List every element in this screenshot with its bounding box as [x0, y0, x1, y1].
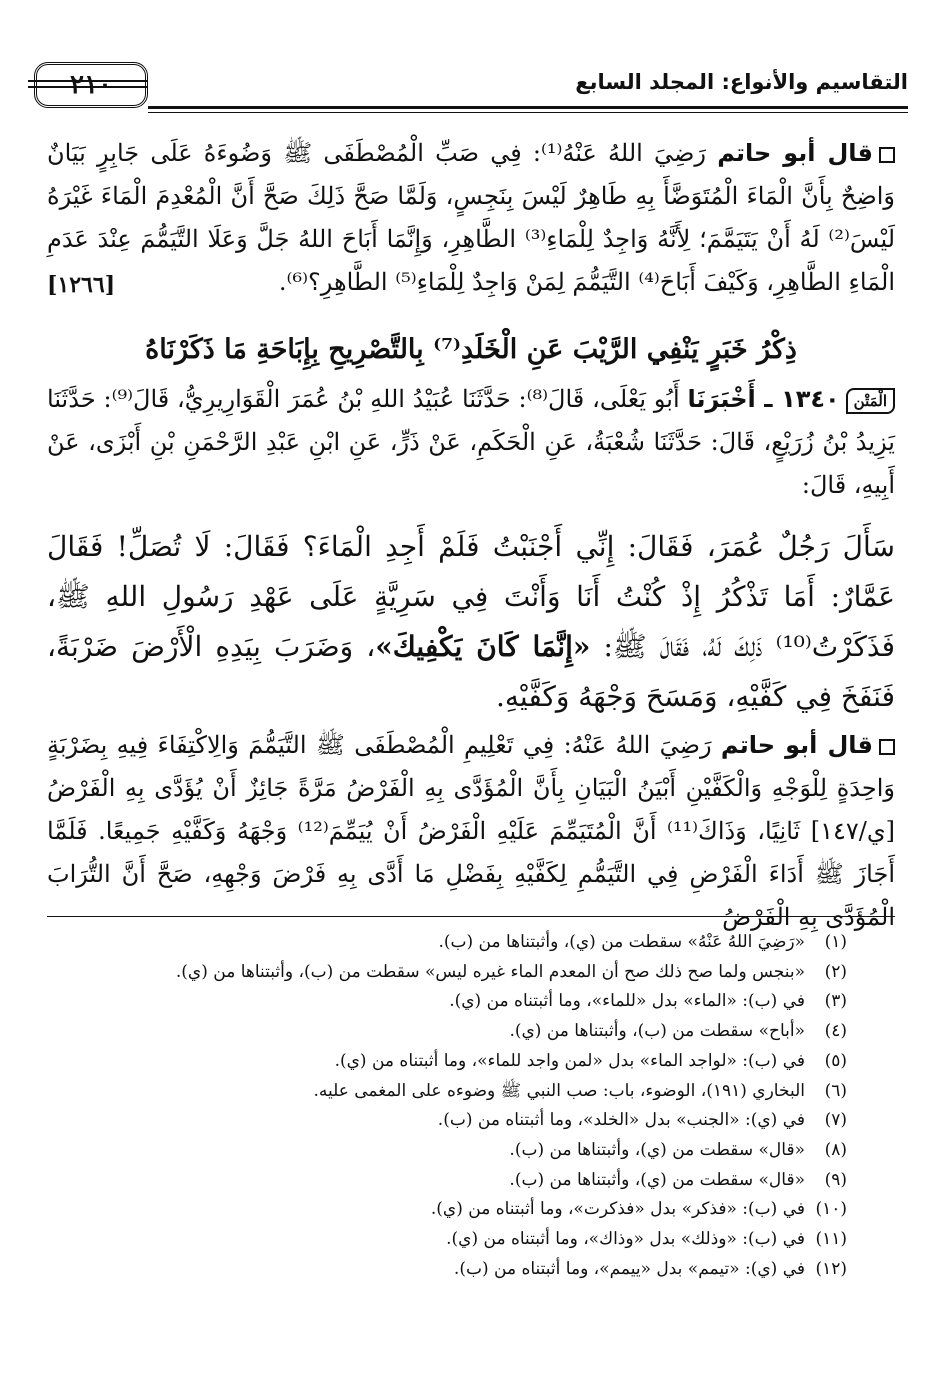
matn-tag: الْمَتْن — [846, 388, 895, 414]
footnote-number: (٣) — [824, 991, 847, 1012]
footnotes-list — [47, 928, 847, 1284]
page-number: ٢١٠ — [70, 70, 112, 100]
footnote-number: (٥) — [824, 1050, 847, 1071]
footnote-number: (٨) — [824, 1139, 847, 1160]
square-marker-icon — [879, 147, 895, 163]
footnote-number: (٧) — [824, 1110, 847, 1131]
footnote-item — [47, 1225, 847, 1255]
footnote-item — [47, 1017, 847, 1047]
footnote-text: «رَضِيَ اللهُ عَنْهُ» سقطت من (ي)، وأثبتناها من (ب). — [438, 932, 805, 952]
footnote-text: «أباح» سقطت من (ب)، وأثبتناها من (ي). — [509, 1021, 805, 1042]
footnote-item — [47, 1047, 847, 1077]
footnote-text: «قال» سقطت من (ي)، وأثبتناها من (ب). — [509, 1169, 805, 1190]
commentary-lead: قال أبو حاتم — [720, 731, 874, 759]
footnote-text: «قال» سقطت من (ي)، وأثبتناها من (ب). — [509, 1139, 805, 1160]
section-heading: ذِكْرُ خَبَرٍ يَنْفِي الرَّيْبَ عَنِ الْخَلَدِ⁽⁷⁾ بِالتَّصْرِيحِ بِإِبَاحَةِ مَا ذَكَرْنَاهُ — [145, 334, 797, 365]
page-number-badge — [34, 62, 148, 108]
footnote-text: البخاري (١٩١)، الوضوء، باب: صب النبي ﷺ وضوءه على المغمى عليه. — [313, 1080, 805, 1101]
running-title: التقاسيم والأنواع: المجلد السابع — [575, 70, 908, 94]
commentary-lead: قال أبو حاتم — [717, 139, 874, 167]
footnote-separator — [47, 916, 895, 917]
footnote-item — [47, 1077, 847, 1107]
footnote-number: (٩) — [824, 1169, 847, 1190]
footnote-number: (١١) — [815, 1229, 847, 1250]
commentary-text: رَضِيَ اللهُ عَنْهُ⁽¹⁾: فِي صَبِّ الْمُصْطَفَى ﷺ وَضُوءَهُ عَلَى جَابِرٍ بَيَانٌ وَاضِحٌ بِأَنَّ الْمَاءَ الْمُتَوَضَّأَ بِهِ طَاهِرٌ لَيْسَ بِنَجِسٍ، وَلَمَّا صَحَّ ذَلِكَ صَحَّ أَنَّ الْمُعْدِمَ الْمَاءَ غَيْرَهُ لَيْسَ⁽²⁾ لَهُ أَنْ يَتَيَمَّمَ؛ لِأَنَّهُ وَاجِدٌ لِلْمَاءِ⁽³⁾ الطَّاهِرِ، وَإِنَّمَا أَبَاحَ اللهُ جَلَّ وَعَلَا التَّيَمُّمَ عِنْدَ عَدَمِ الْمَاءِ الطَّاهِرِ، وَكَيْفَ أَبَاحَ⁽⁴⁾ التَّيَمُّمَ لِمَنْ وَاجِدٌ لِلْمَاءِ⁽⁵⁾ الطَّاهِرِ؟⁽⁶⁾. — [47, 139, 895, 296]
footnote-number: (١) — [824, 932, 847, 952]
footnote-text: في (ب): «فذكر» بدل «فذكرت»، وما أثبتناه من (ي). — [430, 1199, 805, 1220]
footnote-number: (٢) — [824, 961, 847, 982]
footnote-item — [47, 928, 847, 958]
footnote-text: «بنجس ولما صح ذلك صح أن المعدم الماء غيره ليس» سقطت من (ب)، وأثبتناها من (ي). — [175, 961, 805, 982]
hadith-number: ١٣٤٠ ـ أَخْبَرَنَا — [687, 385, 840, 413]
footnote-text: في (ب): «الماء» بدل «للماء»، وما أثبتناه من (ي). — [449, 991, 805, 1012]
commentary-text: رَضِيَ اللهُ عَنْهُ: فِي تَعْلِيمِ الْمُصْطَفَى ﷺ التَّيَمُّمَ وَالِاكْتِفَاءَ فِيهِ بِضَرْبَةٍ وَاحِدَةٍ لِلْوَجْهِ وَالْكَفَّيْنِ أَبْيَنُ الْبَيَانِ بِأَنَّ الْمُؤَدَّى بِهِ الْفَرْضُ مَرَّةً جَائِزٌ أَنْ يُؤَدَّى بِهِ الْفَرْضُ [ي/١٤٧] ثَانِيًا، وَذَاكَ⁽¹¹⁾ أَنَّ الْمُتَيَمِّمَ عَلَيْهِ الْفَرْضُ أَنْ يُيَمِّمَ⁽¹²⁾ وَجْهَهُ وَكَفَّيْهِ جَمِيعًا. فَلَمَّا أَجَازَ ﷺ أَدَاءَ الْفَرْضِ فِي التَّيَمُّمِ لِكَفَّيْهِ بِفَضْلِ مَا أَدَّى بِهِ فَرْضَ وَجْهِهِ، صَحَّ أَنَّ التُّرَابَ الْمُؤَدَّى بِهِ الْفَرْضُ — [47, 731, 895, 931]
page-header — [28, 62, 908, 114]
footnote-number: (٦) — [824, 1080, 847, 1101]
hadith-reference: [١٢٦٦] — [47, 272, 116, 298]
hadith-matn — [47, 522, 895, 722]
footnote-number: (١٢) — [815, 1258, 847, 1279]
hadith-isnad — [47, 378, 895, 507]
header-rule — [148, 106, 908, 109]
square-marker-icon — [879, 739, 895, 755]
commentary-paragraph-2 — [47, 724, 895, 939]
commentary-paragraph-1 — [47, 132, 895, 300]
header-rule-thin — [148, 112, 908, 113]
footnote-number: (١٠) — [815, 1199, 847, 1220]
footnote-text: في (ب): «لواجد الماء» بدل «لمن واجد للماء»، وما أثبتناه من (ي). — [334, 1050, 805, 1071]
matn-text-start: سَأَلَ رَجُلٌ عُمَرَ، فَقَالَ: إِنِّي أَجْنَبْتُ فَلَمْ أَجِدِ الْمَاءَ؟ فَقَالَ: لَا تُصَلِّ! فَقَالَ عَمَّارٌ: أَمَا تَذْكُرُ إِذْ كُنْتُ أَنَا وَأَنْتَ فِي سَرِيَّةٍ عَلَى عَهْدِ رَسُولِ اللهِ ﷺ، فَذَكَرْتُ⁽¹⁰⁾ ذَلِكَ لَهُ، فَقَالَ ﷺ: — [47, 530, 896, 663]
footnote-text: في (ب): «وذلك» بدل «وذاك»، وما أثبتناه من (ي). — [446, 1229, 805, 1250]
footnote-item — [47, 1255, 847, 1285]
footnote-item — [47, 1136, 847, 1166]
footnote-number: (٤) — [824, 1021, 847, 1042]
footnote-text: في (ي): «الجنب» بدل «الخلد»، وما أثبتناه من (ب). — [437, 1110, 805, 1131]
footnote-item — [47, 1106, 847, 1136]
footnote-item — [47, 958, 847, 988]
footnote-text: في (ي): «تيمم» بدل «ييمم»، وما أثبتناه من (ب). — [453, 1258, 805, 1279]
matn-text-end: ، وَضَرَبَ بِيَدِهِ الْأَرْضَ ضَرْبَةً، فَنَفَخَ فِي كَفَّيْهِ، وَمَسَحَ وَجْهَهُ وَكَفَّيْهِ. — [47, 630, 895, 713]
isnad-text: أَبُو يَعْلَى، قَالَ⁽⁸⁾: حَدَّثَنَا عُبَيْدُ اللهِ بْنُ عُمَرَ الْقَوَارِيرِيُّ، قَالَ⁽⁹⁾: حَدَّثَنَا يَزِيدُ بْنُ زُرَيْعٍ، قَالَ: حَدَّثَنَا شُعْبَةُ، عَنِ الْحَكَمِ، عَنْ ذَرٍّ، عَنِ ابْنِ عَبْدِ الرَّحْمَنِ بْنِ أَبْزَى، عَنْ أَبِيهِ، قَالَ: — [47, 385, 895, 499]
footnote-item — [47, 1166, 847, 1196]
footnote-item — [47, 987, 847, 1017]
matn-quote: «إِنَّمَا كَانَ يَكْفِيكَ» — [375, 630, 591, 663]
footnote-item — [47, 1195, 847, 1225]
